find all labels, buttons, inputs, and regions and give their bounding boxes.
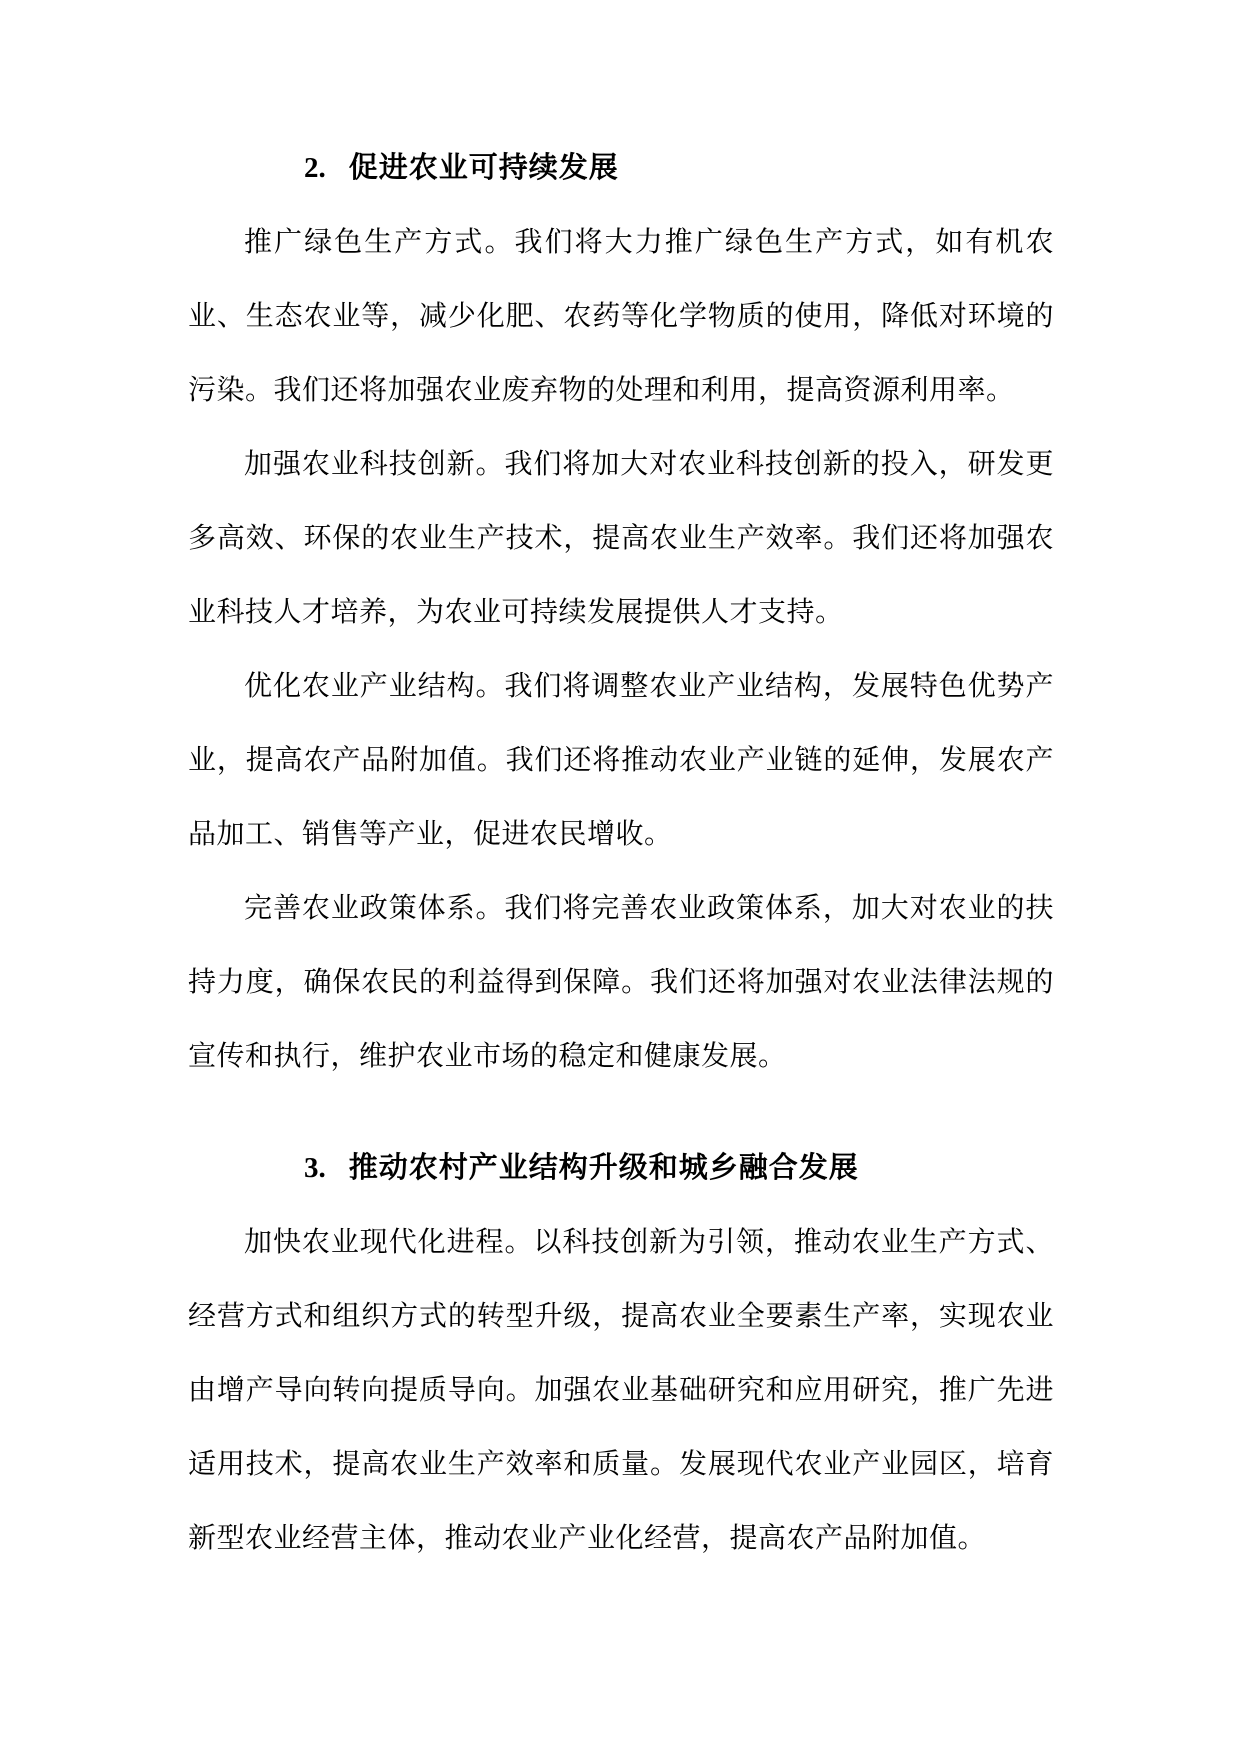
section-heading-2 [188,131,1054,205]
heading-number: 2. [304,152,326,184]
paragraph-modernization: 加快农业现代化进程。以科技创新为引领，推动农业生产方式、经营方式和组织方式的转型升级，提高农业全要素生产率，实现农业由增产导向转向提质导向。加强农业基础研究和应用研究，推广先进适用技术，提高农业生产效率和质量。发展现代农业产业园区，培育新型农业经营主体，推动农业产业化经营，提高农产品附加值。 [188,1225,1054,1554]
section-heading-3 [188,1131,1054,1205]
paragraph-policy-system: 完善农业政策体系。我们将完善农业政策体系，加大对农业的扶持力度，确保农民的利益得到保障。我们还将加强对农业法律法规的宣传和执行，维护农业市场的稳定和健康发展。 [188,891,1054,1072]
paragraph-sci-tech-innovation: 加强农业科技创新。我们将加大对农业科技创新的投入，研发更多高效、环保的农业生产技术，提高农业生产效率。我们还将加强农业科技人才培养，为农业可持续发展提供人才支持。 [188,447,1054,628]
paragraph-industry-structure: 优化农业产业结构。我们将调整农业产业结构，发展特色优势产业，提高农产品附加值。我们还将推动农业产业链的延伸，发展农产品加工、销售等产业，促进农民增收。 [188,669,1054,850]
heading-title: 促进农业可持续发展 [348,152,619,184]
heading-title: 推动农村产业结构升级和城乡融合发展 [348,1152,859,1184]
paragraph-green-production: 推广绿色生产方式。我们将大力推广绿色生产方式，如有机农业、生态农业等，减少化肥、农药等化学物质的使用，降低对环境的污染。我们还将加强农业废弃物的处理和利用，提高资源利用率。 [188,225,1054,406]
heading-number: 3. [304,1152,326,1184]
